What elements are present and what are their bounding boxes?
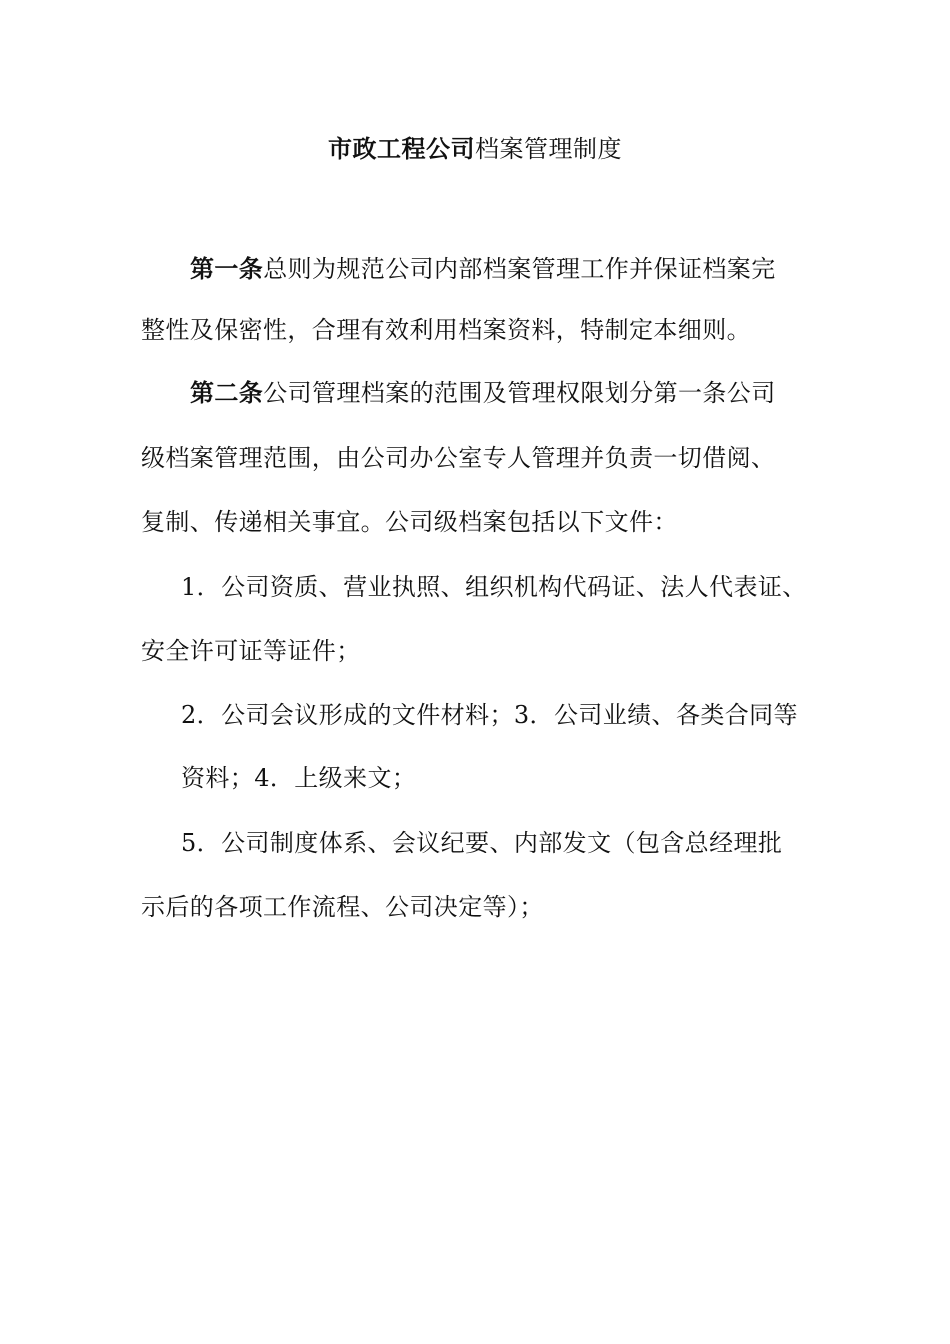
article-2-heading: 第二条 (190, 379, 264, 407)
item-1-line-2 (141, 633, 361, 669)
item-5-text: 5．公司制度体系、会议纪要、内部发文（包含总经理批 (181, 829, 783, 857)
article-2-line-3 (141, 504, 678, 540)
article-2-line-1 (190, 375, 776, 411)
item-1-continuation: 安全许可证等证件； (141, 637, 361, 665)
article-2-continuation-2: 复制、传递相关事宜。公司级档案包括以下文件： (141, 508, 678, 536)
item-5-line-1 (181, 825, 782, 861)
article-2-continuation-1: 级档案管理范围，由公司办公室专人管理并负责一切借阅、 (141, 444, 776, 472)
item-3-4-line-2 (181, 760, 416, 796)
item-2-3-text: 2．公司会议形成的文件材料；3．公司业绩、各类合同等 (181, 701, 798, 729)
item-3-4-text: 资料；4．上级来文； (181, 764, 417, 792)
item-2-3-line-1 (181, 697, 798, 733)
document-title (0, 131, 950, 167)
article-1-line-1 (190, 251, 776, 287)
document-title-rest: 档案管理制度 (475, 135, 622, 163)
article-2-text: 公司管理档案的范围及管理权限划分第一条公司 (263, 379, 776, 407)
article-1-heading: 第一条 (190, 255, 264, 283)
article-2-line-2 (141, 440, 775, 476)
item-5-continuation: 示后的各项工作流程、公司决定等）； (141, 893, 544, 921)
article-1-continuation: 整性及保密性，合理有效利用档案资料，特制定本细则。 (141, 316, 751, 344)
item-1-text: 1．公司资质、营业执照、组织机构代码证、法人代表证、 (181, 573, 807, 601)
item-1-line-1 (181, 569, 807, 605)
document-title-bold: 市政工程公司 (328, 135, 475, 163)
item-5-line-2 (141, 889, 544, 925)
article-1-text: 总则为规范公司内部档案管理工作并保证档案完 (263, 255, 776, 283)
article-1-line-2 (141, 312, 751, 348)
